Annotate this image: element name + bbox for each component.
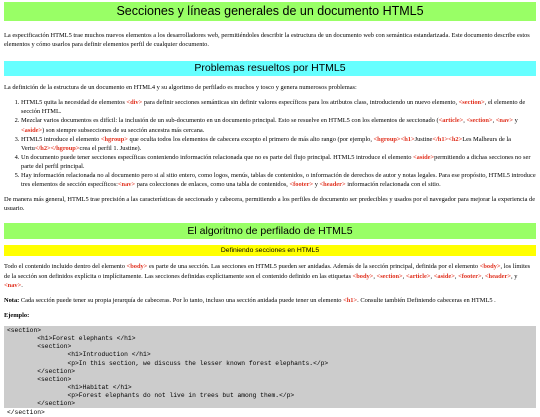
- html-tag-code: <aside>: [433, 272, 455, 280]
- sections-paragraph: [4, 262, 536, 289]
- text-segment: HTML5 introduce el elemento: [21, 135, 101, 143]
- html-tag-code: <nav>: [4, 281, 22, 289]
- html-tag-code: </h1><h2>: [432, 135, 463, 143]
- text-segment: ) son siempre subsecciones de su sección ancestra más cercana.: [42, 126, 205, 134]
- text-segment: ,: [481, 272, 485, 280]
- problems-conclusion: De manera más general, HTML5 trae precisión a las características de seccionado y cabecera, permitiendo a los perfiles de documento ser predecibles y usados por el navegador para mejorar la experiencia de usuario.: [4, 196, 536, 213]
- html-tag-code: <nav>: [117, 181, 136, 189]
- note-label: Nota:: [4, 296, 20, 304]
- html-tag-code: <footer>: [289, 181, 314, 189]
- problems-lead: La definición de la estructura de un documento en HTML4 y su algoritmo de perfilado es muchos y tosco y genera numerosos problemas:: [4, 84, 357, 92]
- text-segment: es parte de una sección. Las secciones en HTML5 pueden ser anidadas. Además de la sección principal, definida por el elemento: [147, 263, 480, 271]
- html-tag-code: <body>: [126, 263, 148, 271]
- text-segment: para colecciones de enlaces, como una tabla de contenidos,: [135, 181, 290, 189]
- list-item: [21, 135, 536, 153]
- text-segment: Mezclar varios documentos es difícil: la inclusión de un sub-documento en un documento principal. Esto se resuelve en HTML5 con los elementos de seccionado (: [21, 117, 439, 125]
- list-item: [21, 171, 536, 189]
- code-example: <section> <h1>Forest elephants </h1> <section> <h1>Introduction </h1> <p>In this section, we discuss the lesser known forest elephants.</p> </section> <section> <h1>Habitat </h1> <p>Forest elephants do not live in trees but among them.</p> </section> </section>: [4, 326, 536, 408]
- note-paragraph: [4, 296, 536, 305]
- html-tag-code: <nav>: [495, 117, 514, 125]
- html-tag-code: <footer>: [458, 272, 482, 280]
- html-tag-code: <section>: [466, 117, 493, 125]
- text-segment: ,: [492, 117, 496, 125]
- html-tag-code: <div>: [126, 99, 143, 107]
- text-segment: información relacionada con el sitio.: [345, 181, 441, 189]
- html-tag-code: <aside>: [21, 126, 43, 134]
- html-tag-code: <header>: [484, 272, 511, 280]
- text-segment: que oculta todos los elementos de cabecera excepto el primero de más alto rango (por ejemplo,: [127, 135, 374, 143]
- list-item: [21, 98, 536, 116]
- note-text: [19, 297, 496, 304]
- text-segment: ,: [373, 272, 377, 280]
- text-segment: ,: [454, 272, 459, 280]
- text-segment: , y: [511, 272, 518, 280]
- text-segment: Cada sección puede tener su propia jerarquía de cabeceras. Por lo tanto, incluso una sección anidada puede tener un elemento: [19, 296, 344, 304]
- text-segment: y: [313, 181, 320, 189]
- list-item: [21, 153, 536, 171]
- text-segment: , los límites de la sección son definidos explícita o implícitamente. Las secciones definidas explícitamente son el contenido definido en las etiquetas: [4, 263, 531, 280]
- algorithm-subheading: Definiendo secciones en HTML5: [4, 245, 536, 256]
- intro-paragraph: La especificación HTML5 trae muchos nuevos elementos a los desarrolladores web, permitiéndoles describir la estructura de un documento web con semántica estandarizada. Este documento describe estos elementos y cómo usarlos para definir elementos perfil de cualquier documento.: [4, 32, 530, 49]
- text-segment: ,: [430, 272, 434, 280]
- text-segment: Todo el contenido incluido dentro del elemento: [4, 263, 127, 271]
- html-tag-code: <hgroup>: [100, 135, 128, 143]
- html-tag-code: <article>: [438, 117, 464, 125]
- text-segment: crea el perfil 1. Justine).: [79, 144, 142, 152]
- document: [0, 2, 540, 416]
- text-segment: para definir secciones semánticas sin definir valores específicos para los atributos class, introduciendo un nuevo elemento,: [142, 99, 459, 107]
- example-label-text: Ejemplo:: [4, 311, 30, 319]
- text-segment: y: [513, 117, 518, 125]
- html-tag-code: </h2></hgroup>: [34, 144, 80, 152]
- example-label: [4, 311, 536, 320]
- text-segment: Justine: [414, 135, 433, 143]
- text-segment: Hay información relacionada no al documento pero si al sitio entero, como logos, menús, tablas de contenidos, o información de derechos de autor y notas legales. Para ese propósito, HTML5 introduce tres elementos de sección específicos:: [21, 172, 536, 189]
- html-tag-code: <body>: [352, 272, 374, 280]
- text-segment: . Consulte también Definiendo cabeceras en HTML5 .: [357, 296, 496, 304]
- problems-heading: Problemas resueltos por HTML5: [4, 61, 536, 76]
- text-segment: HTML5 quita la necesidad de elementos: [21, 99, 127, 107]
- text-segment: Un documento puede tener secciones específicas conteniendo información relacionada que no es parte del flujo principal. HTML5 introduce el elemento: [21, 153, 413, 161]
- list-item: [21, 116, 536, 134]
- html-tag-code: <body>: [479, 263, 501, 271]
- page-title: Secciones y líneas generales de un documento HTML5: [4, 2, 536, 21]
- algorithm-heading: El algoritmo de perfilado de HTML5: [4, 223, 536, 239]
- html-tag-code: <h1>: [343, 296, 358, 304]
- text-segment: , el elemento de sección HTML.: [21, 99, 526, 116]
- text-segment: ,: [463, 117, 467, 125]
- html-tag-code: <aside>: [413, 153, 435, 161]
- problems-list: [4, 98, 536, 189]
- html-tag-code: <hgroup><h1>: [373, 135, 415, 143]
- html-tag-code: <section>: [458, 99, 485, 107]
- text-segment: Les Malheurs de la Vertu: [21, 135, 512, 152]
- html-tag-code: <header>: [319, 181, 346, 189]
- text-segment: ,: [402, 272, 406, 280]
- html-tag-code: <section>: [376, 272, 403, 280]
- text-segment: .: [21, 281, 23, 289]
- html-tag-code: <article>: [405, 272, 431, 280]
- text-segment: permitiendo a dichas secciones no ser parte del perfil principal.: [21, 153, 531, 170]
